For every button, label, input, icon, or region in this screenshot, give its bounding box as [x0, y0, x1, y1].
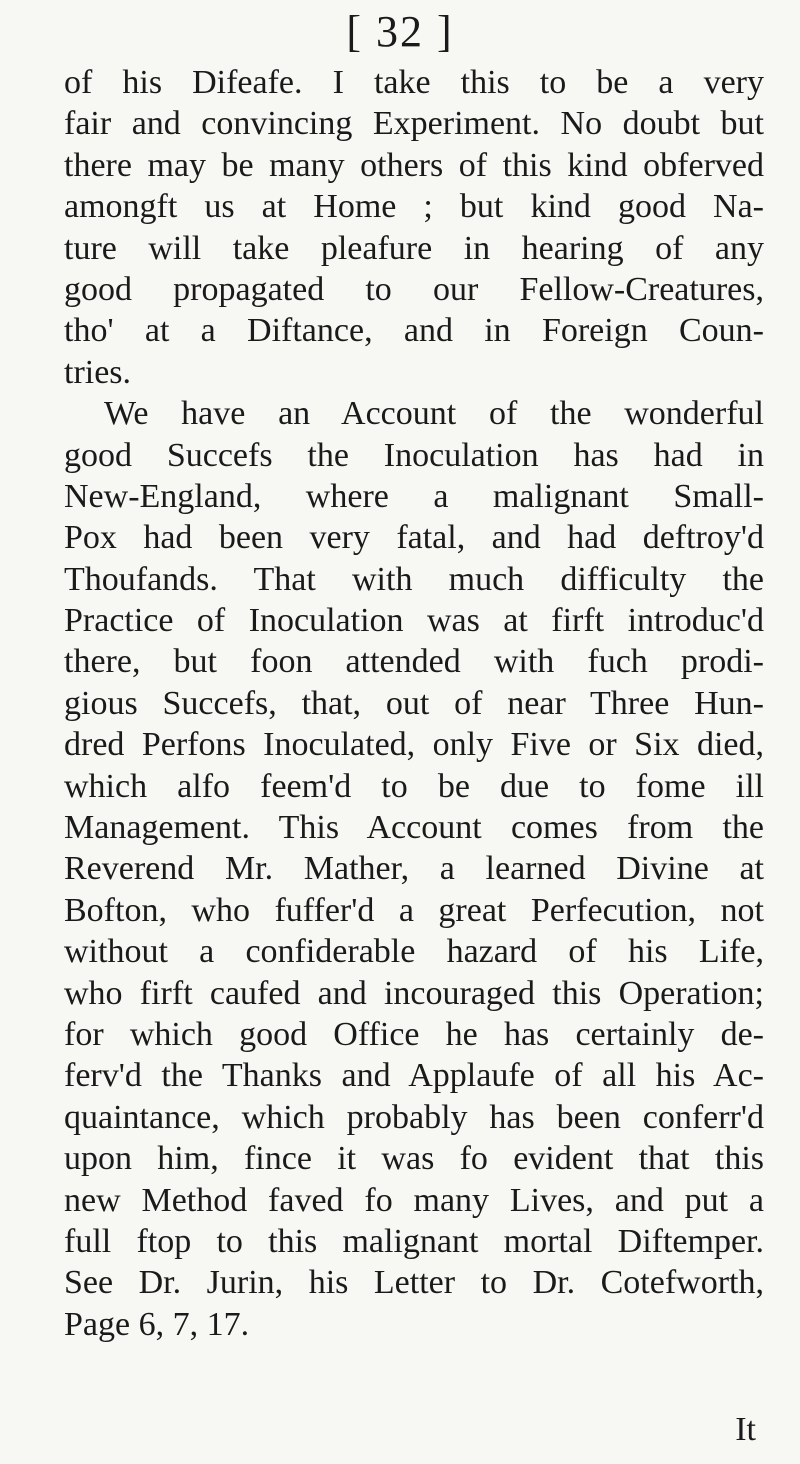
text-line: good Succefs the Inoculation has had in	[64, 436, 764, 474]
text-line: Page 6, 7, 17.	[64, 1305, 250, 1343]
text-line: amongft us at Home ; but kind good Na-	[64, 188, 764, 226]
body-text	[64, 62, 764, 1345]
text-line: ture will take pleafure in hearing of any	[64, 229, 764, 267]
text-line: New-England, where a malignant Small-	[64, 477, 764, 515]
text-line: good propagated to our Fellow-Creatures,	[64, 270, 764, 308]
text-line: tho' at a Diftance, and in Foreign Coun-	[64, 312, 764, 350]
text-line: Management. This Account comes from the	[64, 809, 764, 847]
text-line: who firft caufed and incouraged this Operation;	[64, 974, 764, 1012]
text-line: dred Perfons Inoculated, only Five or Six died,	[64, 726, 764, 764]
text-line: Reverend Mr. Mather, a learned Divine at	[64, 850, 764, 888]
text-line: quaintance, which probably has been conferr'd	[64, 1098, 764, 1136]
text-line: ferv'd the Thanks and Applaufe of all his Ac-	[64, 1057, 764, 1095]
text-line: for which good Office he has certainly de-	[64, 1015, 764, 1053]
text-line: there, but foon attended with fuch prodi-	[64, 643, 764, 681]
text-line: gious Succefs, that, out of near Three Hun-	[64, 684, 764, 722]
catchword: It	[735, 1411, 756, 1448]
text-line: there may be many others of this kind obferved	[64, 146, 764, 184]
text-line: Practice of Inoculation was at firft introduc'd	[64, 602, 764, 640]
text-line: of his Difeafe. I take this to be a very	[64, 64, 764, 101]
text-line: upon him, fince it was fo evident that this	[64, 1140, 764, 1178]
text-line: new Method faved fo many Lives, and put a	[64, 1181, 764, 1219]
text-line: Bofton, who fuffer'd a great Perfecution, not	[64, 891, 764, 929]
text-line: See Dr. Jurin, his Letter to Dr. Cotefworth,	[64, 1264, 764, 1302]
text-line: which alfo feem'd to be due to fome ill	[64, 767, 764, 805]
text-line: fair and convincing Experiment. No doubt but	[64, 105, 764, 143]
text-line: without a confiderable hazard of his Life,	[64, 933, 764, 971]
text-line: Pox had been very fatal, and had deftroy'd	[64, 519, 764, 557]
text-line: full ftop to this malignant mortal Diftemper.	[64, 1222, 764, 1260]
text-line: We have an Account of the wonderful	[104, 395, 764, 433]
page-number: [ 32 ]	[346, 7, 454, 56]
text-line: tries.	[64, 353, 132, 391]
text-line: Thoufands. That with much difficulty the	[64, 560, 764, 598]
